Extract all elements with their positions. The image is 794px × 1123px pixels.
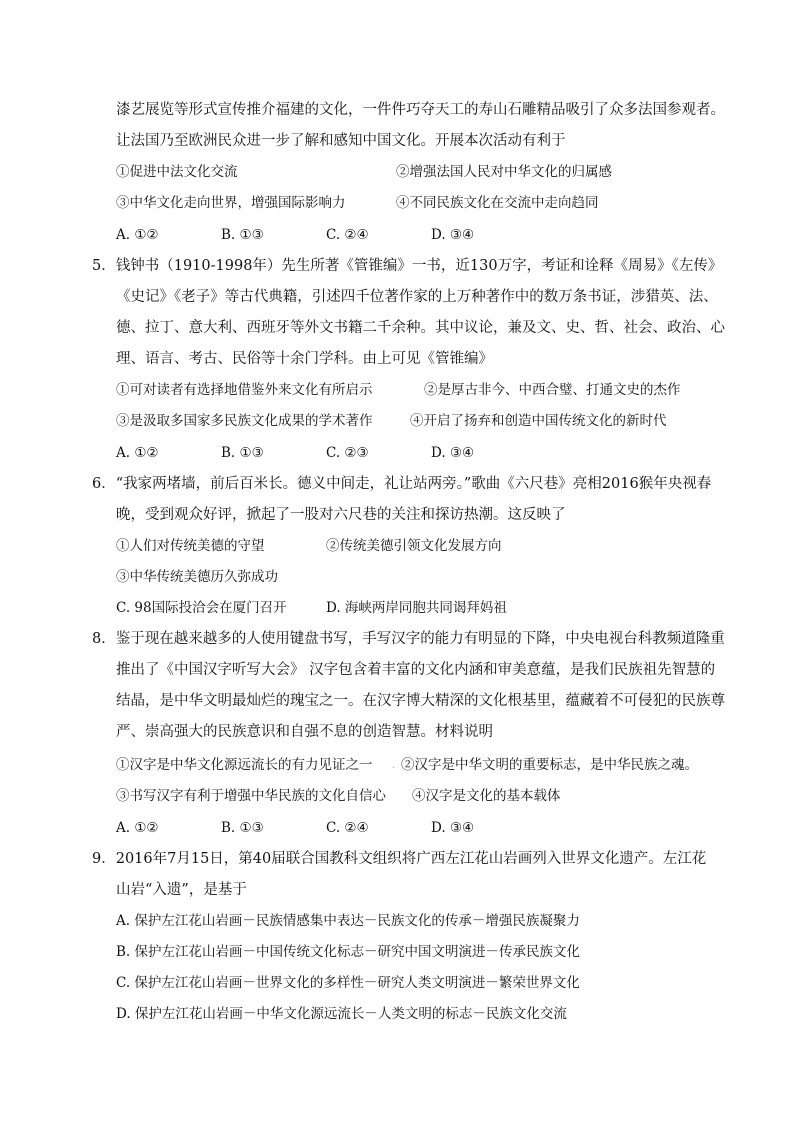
- q4-choice-c: C. ②④: [326, 227, 369, 243]
- q8-choice-b: B. ①③: [221, 820, 264, 836]
- q5-stem-line-2: 《史记》《老子》等古代典籍，引述四千位著作家的上万种著作中的数万条书证，涉猎英、法、: [116, 289, 718, 305]
- q4-item-3: ③中华文化走向世界，增强国际影响力: [116, 195, 346, 211]
- q4-item-2: ②增强法国人民对中华文化的归属感: [396, 164, 612, 180]
- q8-stem-line-4: 严、崇高强大的民族意识和自强不息的创造智慧。材料说明: [116, 724, 493, 740]
- q5-item-3: ③是汲取多国家多民族文化成果的学术著作: [116, 413, 373, 429]
- stray-dot-mark: .: [392, 760, 396, 771]
- q5-item-1: ①可对读者有选择地借鉴外来文化有所启示: [116, 382, 373, 398]
- q8-item-3: ③书写汉字有利于增强中华民族的文化自信心: [116, 788, 386, 804]
- q6-choice-c: C. 98国际投洽会在厦门召开: [116, 600, 287, 616]
- q5-choice-c: C. ②③: [326, 445, 369, 461]
- q5-item-2: ②是厚古非今、中西合璧、打通文史的杰作: [424, 382, 681, 398]
- q6-item-3: ③中华传统美德历久弥成功: [116, 569, 278, 585]
- q6-stem-line-2: 晚，受到观众好评，掀起了一股对六尺巷的关注和探访热潮。这反映了: [116, 507, 566, 523]
- q9-choice-b: B. 保护左江花山岩画－中国传统文化标志－研究中国文明演进－传承民族文化: [116, 944, 581, 960]
- q4-item-4: ④不同民族文化在交流中走向趋同: [396, 195, 599, 211]
- q5-stem-line-1: 5．钱钟书（1910-1998年）先生所著《管锥编》一书，近130万字，考证和诠释《周易》《左传》: [92, 258, 723, 274]
- q8-item-4: ④汉字是文化的基本载体: [412, 788, 561, 804]
- q8-stem-line-1: 8．鉴于现在越来越多的人使用键盘书写，手写汉字的能力有明显的下降，中央电视台科教频道隆重: [92, 631, 725, 647]
- q9-choice-a: A. 保护左江花山岩画－民族情感集中表达－民族文化的传承－增强民族凝聚力: [116, 913, 580, 929]
- q5-choice-b: B. ①③: [221, 445, 264, 461]
- q4-choice-b: B. ①③: [221, 227, 264, 243]
- q6-item-2: ②传统美德引领文化发展方向: [326, 538, 502, 554]
- q4-stem-line-2: 让法国乃至欧洲民众进一步了解和感知中国文化。开展本次活动有利于: [116, 133, 566, 149]
- q8-stem-line-3: 结晶，是中华文明最灿烂的瑰宝之一。在汉字博大精深的文化根基里，蕴藏着不可侵犯的民族尊: [116, 693, 725, 709]
- q4-choice-d: D. ③④: [431, 227, 475, 243]
- q5-stem-line-3: 德、拉丁、意大利、西班牙等外文书籍二千余种。其中议论，兼及文、史、哲、社会、政治、心: [116, 320, 725, 336]
- q8-stem-line-2: 推出了《中国汉字听写大会》 汉字包含着丰富的文化内涵和审美意蕴，是我们民族祖先智慧的: [116, 662, 716, 678]
- q5-choice-d: D. ③④: [431, 445, 475, 461]
- q6-stem-line-1: 6．“我家两堵墙，前后百米长。德义中间走，礼让站两旁。”歌曲《六尺巷》亮相2016猴年央视春: [92, 476, 712, 492]
- q4-stem-line-1: 漆艺展览等形式宣传推介福建的文化，一件件巧夺天工的寿山石雕精品吸引了众多法国参观者。: [116, 102, 725, 118]
- q8-item-2: ②汉字是中华文明的重要标志，是中华民族之魂。: [401, 757, 698, 773]
- q4-choice-a: A. ①②: [116, 227, 159, 243]
- q8-choice-a: A. ①②: [116, 820, 159, 836]
- q4-item-1: ①促进中法文化交流: [116, 164, 238, 180]
- q9-choice-c: C. 保护左江花山岩画－世界文化的多样性－研究人类文明演进－繁荣世界文化: [116, 975, 580, 991]
- q9-choice-d: D. 保护左江花山岩画－中华文化源远流长－人类文明的标志－民族文化交流: [116, 1006, 567, 1022]
- q9-stem-line-2: 山岩“入遗”，是基于: [116, 882, 247, 898]
- q5-choice-a: A. ①②: [116, 445, 159, 461]
- q8-choice-c: C. ②④: [326, 820, 369, 836]
- q6-choice-d: D. 海峡两岸同胞共同谒拜妈祖: [326, 600, 507, 616]
- q6-item-1: ①人们对传统美德的守望: [116, 538, 265, 554]
- q8-item-1: ①汉字是中华文化源远流长的有力见证之一: [116, 757, 373, 773]
- q5-item-4: ④开启了扬弃和创造中国传统文化的新时代: [410, 413, 667, 429]
- q9-stem-line-1: 9．2016年7月15日，第40届联合国教科文组织将广西左江花山岩画列入世界文化遗产。左江花: [92, 851, 707, 867]
- q8-choice-d: D. ③④: [431, 820, 475, 836]
- q5-stem-line-4: 理、语言、考古、民俗等十余门学科。由上可见《管锥编》: [116, 351, 493, 367]
